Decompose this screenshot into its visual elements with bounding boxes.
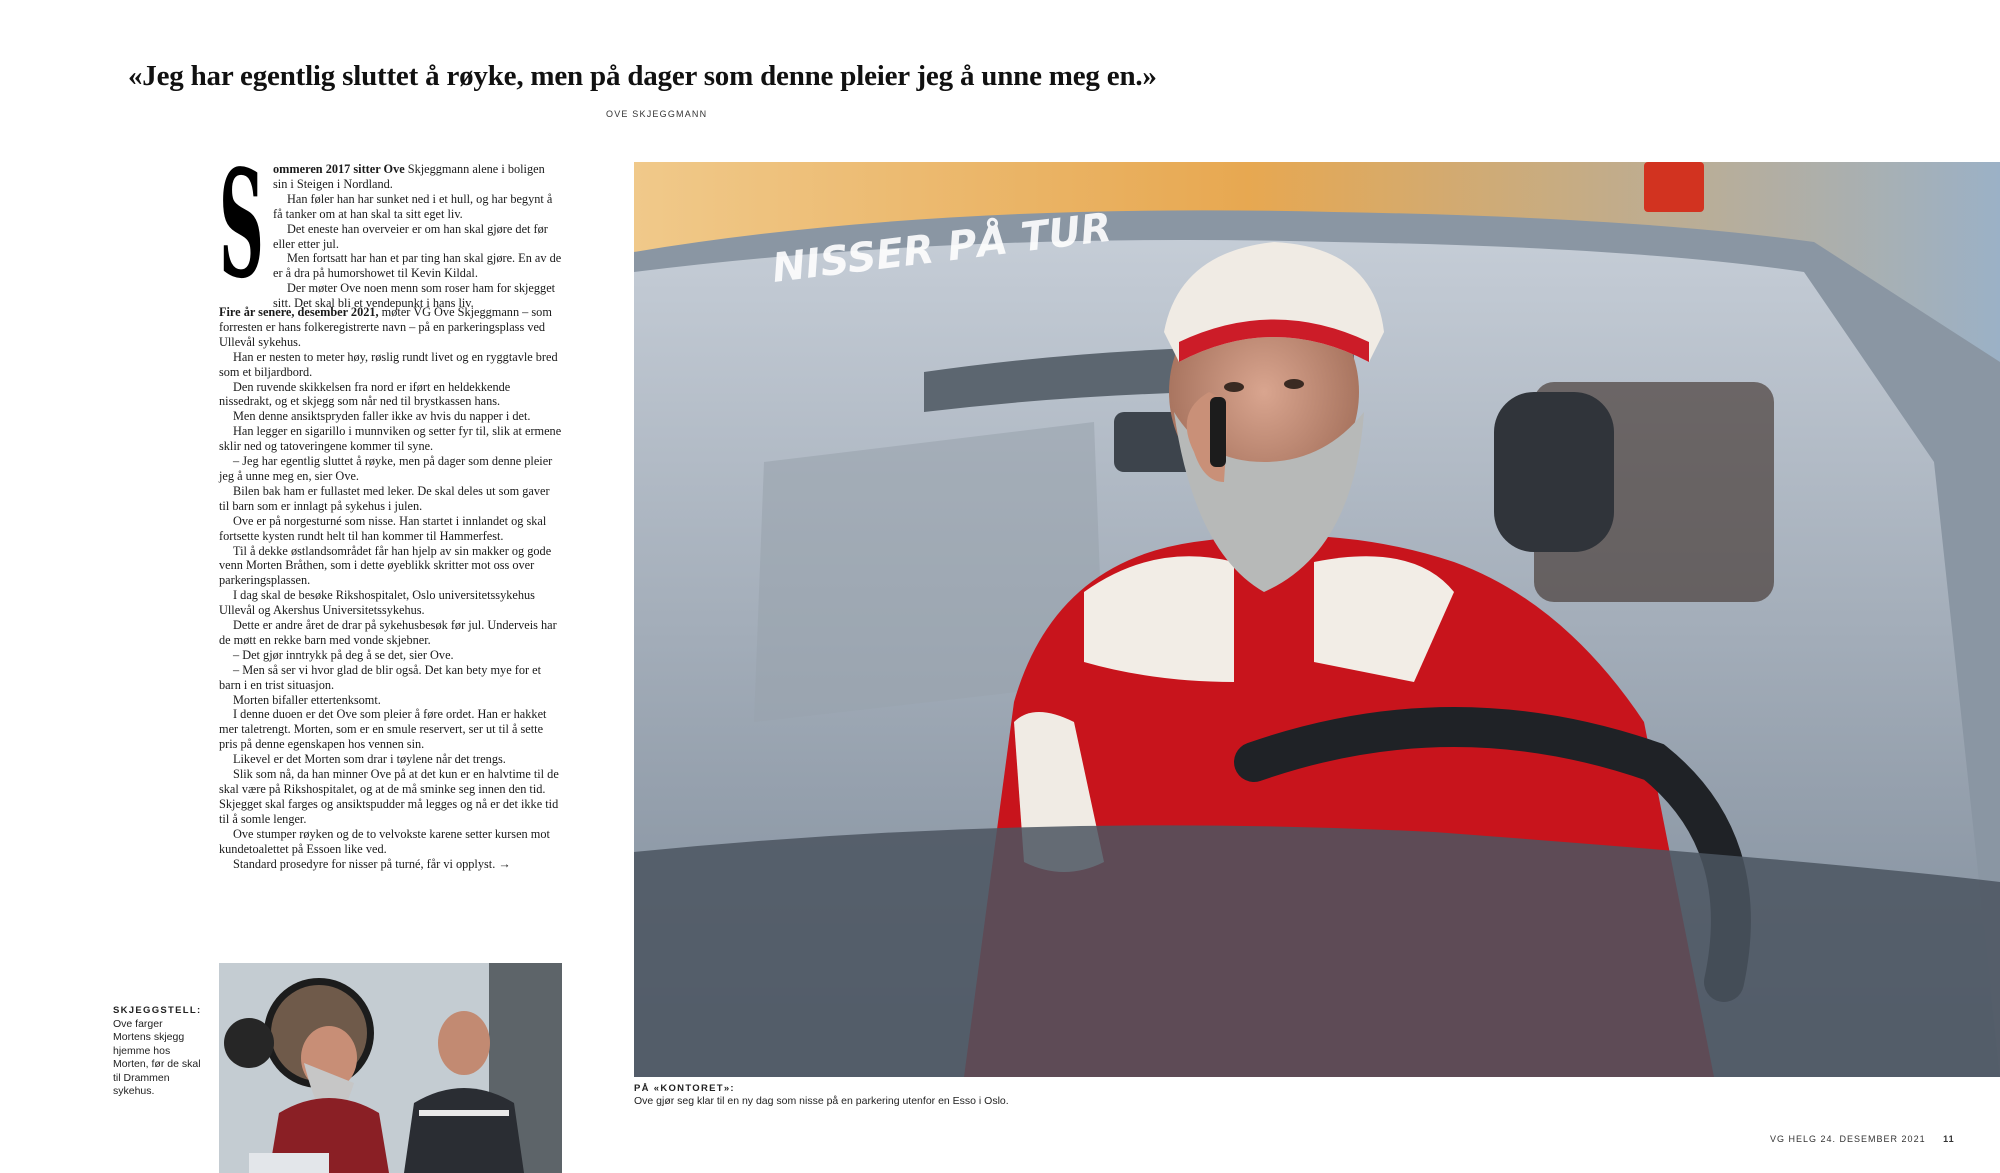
lead-paragraph: Fire år senere, desember 2021, møter VG Ove Skjeggmann – som forresten er hans folkeregistrerte navn – på en parkeringsplass ved Ullevål sykehus. <box>219 305 552 349</box>
body-paragraphs <box>219 350 562 872</box>
body-paragraph: Slik som nå, da han minner Ove på at det kun er en halvtime til de skal være på Rikshospitalet, og at de må sminke seg innen den tid. Skjegget skal farges og ansiktspudder må legges og nå er det ikke tid til å somle lenger. <box>219 767 559 826</box>
body-paragraph: Ove stumper røyken og de to velvokste karene setter kursen mot kundetoalettet på Essoen like ved. <box>219 826 550 856</box>
drop-cap: S <box>219 137 264 311</box>
body-paragraph: I denne duoen er det Ove som pleier å føre ordet. Han er hakket mer taletrengt. Morten, som er en smule reservert, ser ut til å sette pris på denne egenskapen hos vennen sin. <box>219 707 547 752</box>
intro-paragraph: Men fortsatt har han et par ting han skal gjøre. En av de er å dra på humorshowet til Kevin Kildal. <box>273 251 562 281</box>
intro-paragraph: Det eneste han overveier er om han skal gjøre det før eller etter jul. <box>273 221 548 251</box>
body-paragraph: Dette er andre året de drar på sykehusbesøk før jul. Underveis har de møtt en rekke barn med vonde skjebner. <box>219 618 557 647</box>
caption-kicker: PÅ «KONTORET»: <box>634 1083 735 1094</box>
intro-text <box>273 162 562 311</box>
body-paragraph: Bilen bak ham er fullastet med leker. De skal deles ut som gaver til barn som er innlagt på sykehus i julen. <box>219 483 550 513</box>
body-paragraph: Ove er på norgesturné som nisse. Han startet i innlandet og skal fortsette kysten rundt helt til han kommer til Hammerfest. <box>219 513 547 543</box>
body-paragraph: Han legger en sigarillo i munnviken og setter fyr til, slik at ermene sklir ned og tatoveringene kommer til syne. <box>219 424 562 454</box>
windshield-decal: NISSER PÅ TUR <box>769 204 1115 292</box>
body-paragraph: Likevel er det Morten som drar i tøylene når det trengs. <box>233 752 506 767</box>
caption-text: Ove farger Mortens skjegg hjemme hos Morten, før de skal til Drammen sykehus. <box>113 1017 201 1097</box>
body-paragraph: I dag skal de besøke Rikshospitalet, Oslo universitetssykehus Ullevål og Akershus Universitetssykehus. <box>219 588 535 618</box>
intro-paragraph: Han føler han har sunket ned i et hull, og har begynt å få tanker om at han skal ta sitt eget liv. <box>273 191 553 221</box>
publication-date: 24. DESEMBER 2021 <box>1820 1134 1926 1144</box>
body-paragraph: Standard prosedyre for nisser på turné, får vi opplyst. → <box>233 856 511 871</box>
publication-name: VG HELG <box>1770 1134 1818 1144</box>
caption-text: Ove gjør seg klar til en ny dag som nisse på en parkering utenfor en Esso i Oslo. <box>634 1095 1009 1107</box>
pull-quote: «Jeg har egentlig sluttet å røyke, men på dager som denne pleier jeg å unne meg en.» <box>128 60 1157 92</box>
body-paragraph: Men denne ansiktspryden faller ikke av hvis du napper i det. <box>233 409 531 424</box>
main-photo-caption <box>634 1082 1334 1108</box>
article-body <box>219 137 562 871</box>
body-paragraph: – Jeg har egentlig sluttet å røyke, men på dager som denne pleier jeg å unne meg en, sier Ove. <box>219 454 553 483</box>
intro-paragraph: Der møter Ove noen menn som roser ham for skjegget sitt. Det skal bli et vendepunkt i hans liv. <box>273 281 556 311</box>
body-paragraph: – Men så ser vi hvor glad de blir også. Det kan bety mye for et barn i en trist situasjon. <box>219 662 542 692</box>
small-photo-caption <box>113 1004 203 1099</box>
intro-paragraph: ommeren 2017 sitter Ove Skjeggmann alene i boligen sin i Steigen i Nordland. <box>273 162 545 191</box>
small-photo <box>219 963 562 1173</box>
body-paragraph: – Det gjør inntrykk på deg å se det, sier Ove. <box>233 647 454 662</box>
body-paragraph: Morten bifaller ettertenksomt. <box>233 692 381 707</box>
body-paragraph: Han er nesten to meter høy, røslig rundt livet og en ryggtavle bred som et biljardbord. <box>219 349 558 379</box>
body-paragraph: Den ruvende skikkelsen fra nord er iført en heldekkende nissedrakt, og et skjegg som når ned til brystkassen hans. <box>219 379 511 409</box>
main-photo <box>634 162 2000 1077</box>
page-folio <box>1770 1134 1955 1144</box>
caption-kicker: SKJEGGSTELL: <box>113 1005 202 1016</box>
page-number: 11 <box>1943 1134 1955 1144</box>
body-paragraph: Til å dekke østlandsområdet får han hjelp av sin makker og gode venn Morten Bråthen, som i dette øyeblikk skritter mot oss over parkeringsplassen. <box>219 543 552 588</box>
quote-attribution: OVE SKJEGGMANN <box>606 109 708 119</box>
intro-block <box>219 137 562 311</box>
